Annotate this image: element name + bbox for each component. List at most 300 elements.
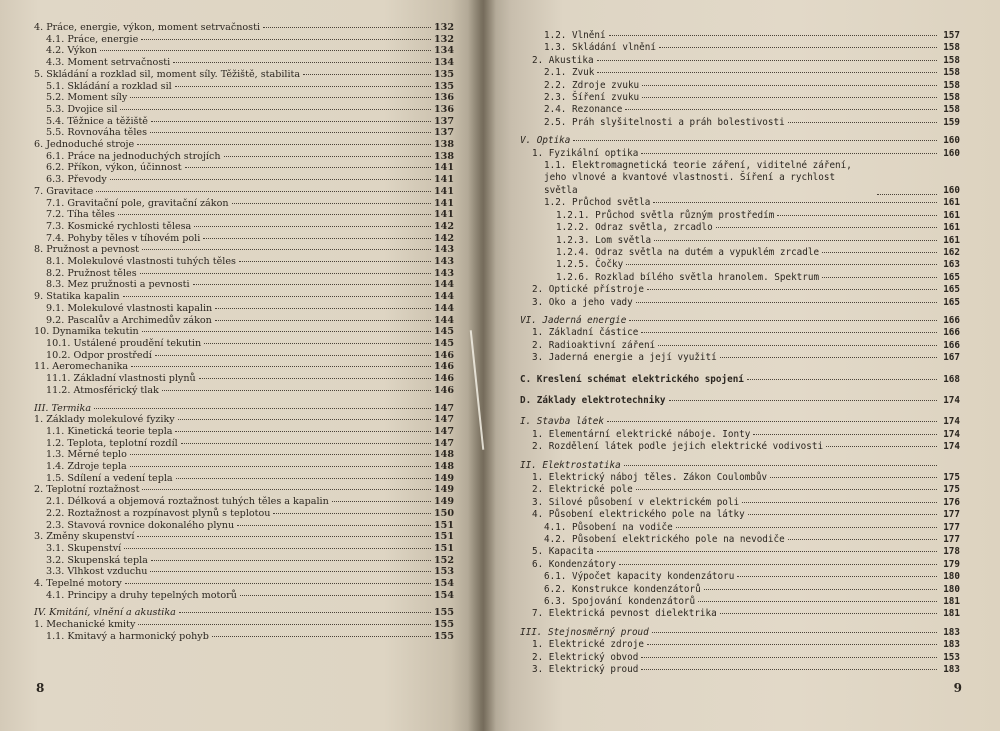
toc-dot-leader — [110, 178, 431, 180]
toc-dot-leader — [100, 49, 431, 51]
toc-dot-leader — [720, 612, 937, 614]
toc-entry-page: 163 — [943, 259, 960, 271]
toc-entry-title: 1. Fyzikální optika — [532, 147, 639, 159]
toc-dot-leader — [652, 631, 937, 633]
toc-entry — [34, 104, 454, 116]
toc-dot-leader — [641, 152, 937, 154]
toc-entry — [34, 361, 454, 373]
toc-entry-page: 144 — [433, 291, 454, 303]
toc-entry-page: 174 — [943, 428, 960, 440]
toc-section-heading — [520, 460, 960, 472]
toc-entry-title: D. Základy elektrotechniky — [520, 394, 666, 406]
toc-entry — [520, 546, 960, 558]
toc-entry — [520, 148, 960, 160]
toc-entry-title: 1.2. Průchod světla — [544, 197, 651, 209]
toc-entry-title: 2.3. Stavová rovnice dokonalého plynu — [46, 519, 235, 531]
toc-entry-title: 1.2.3. Lom světla — [556, 234, 652, 246]
toc-dot-leader — [176, 477, 431, 479]
toc-entry-title: 6.2. Konstrukce kondenzátorů — [544, 583, 701, 595]
toc-entry-page: 134 — [433, 45, 454, 57]
toc-entry-page: 142 — [433, 220, 454, 232]
toc-entry-title: 5.3. Dvojice sil — [46, 103, 118, 115]
toc-entry — [34, 233, 454, 245]
toc-entry — [34, 449, 454, 461]
toc-entry-title: 3. Oko a jeho vady — [532, 296, 633, 308]
right-page — [480, 0, 1000, 731]
toc-entry-page: 150 — [433, 507, 454, 519]
toc-entry-page: 178 — [943, 546, 960, 558]
toc-entry-page: 181 — [943, 608, 960, 620]
toc-entry-page: 141 — [433, 209, 454, 221]
toc-entry — [34, 531, 454, 543]
toc-entry — [34, 426, 454, 438]
toc-entry — [520, 30, 960, 42]
toc-entry-title: 3. Změny skupenství — [34, 531, 135, 543]
toc-entry-title: 5.4. Těžnice a těžiště — [46, 115, 148, 127]
toc-entry-title: 1.1. Elektromagnetická teorie záření, viditelné záření, jeho vlnové a kvantové vlastnosti. Šíření a rychlost světla — [544, 160, 852, 196]
toc-entry — [34, 631, 454, 643]
toc-entry — [520, 235, 960, 247]
toc-dot-leader — [770, 476, 937, 478]
toc-entry-page: 174 — [943, 416, 960, 428]
toc-entry-page: 141 — [433, 162, 454, 174]
toc-entry — [520, 197, 960, 209]
toc-entry-page: 147 — [433, 437, 454, 449]
toc-entry-title: 6.1. Práce na jednoduchých strojích — [46, 150, 221, 162]
toc-entry-page: 145 — [433, 337, 454, 349]
toc-entry — [34, 438, 454, 450]
toc-entry-page: 142 — [433, 232, 454, 244]
toc-dot-leader — [641, 668, 937, 670]
toc-entry — [34, 127, 454, 139]
toc-entry-title: 6.3. Spojování kondenzátorů — [544, 596, 696, 608]
toc-entry-page: 183 — [943, 664, 960, 676]
toc-entry-title: IV. Kmitání, vlnění a akustika — [34, 607, 176, 619]
toc-dot-leader — [140, 272, 431, 274]
toc-dot-leader — [193, 283, 431, 285]
toc-entry — [34, 566, 454, 578]
toc-dot-leader — [162, 389, 431, 391]
toc-entry-title: 7. Gravitace — [34, 185, 94, 197]
toc-entry-title: 2.2. Roztažnost a rozpínavost plynů s teplotou — [46, 507, 271, 519]
toc-entry-title: 1.3. Skládání vlnění — [544, 42, 656, 54]
toc-dot-leader — [777, 214, 937, 216]
toc-entry-title: 7. Elektrická pevnost dielektrika — [532, 608, 717, 620]
toc-dot-leader — [212, 635, 431, 637]
toc-entry-title: 4.2. Působení elektrického pole na nevodiče — [544, 534, 785, 546]
toc-entry-title: 2. Akustika — [532, 54, 594, 66]
toc-entry-title: 4.2. Výkon — [46, 45, 98, 57]
toc-entry-title: 2.2. Zdroje zvuku — [544, 79, 640, 91]
toc-entry-page: 138 — [433, 139, 454, 151]
toc-entry-page: 144 — [433, 302, 454, 314]
toc-dot-leader — [130, 96, 431, 98]
toc-dot-leader — [204, 342, 431, 344]
toc-entry-page: 143 — [433, 256, 454, 268]
toc-entry-title: 9.2. Pascalův a Archimedův zákon — [46, 314, 212, 326]
toc-entry — [520, 484, 960, 496]
toc-dot-leader — [597, 59, 937, 61]
toc-entry — [34, 578, 454, 590]
toc-dot-leader — [573, 139, 937, 141]
toc-entry-title: 2. Rozdělení látek podle jejich elektrické vodivosti — [532, 441, 824, 453]
toc-entry-page: 152 — [433, 554, 454, 566]
toc-entry-title: 1. Základy molekulové fyziky — [34, 414, 175, 426]
toc-entry-title: 4.3. Moment setrvačnosti — [46, 57, 171, 69]
toc-entry — [34, 543, 454, 555]
toc-entry — [34, 590, 454, 602]
toc-entry — [520, 92, 960, 104]
toc-dot-leader — [130, 453, 431, 455]
toc-entry-title: 1.2.1. Průchod světla různým prostředím — [556, 209, 775, 221]
toc-entry-page: 161 — [943, 234, 960, 246]
toc-entry-page: 135 — [433, 68, 454, 80]
toc-entry-title: 8.3. Mez pružnosti a pevnosti — [46, 279, 190, 291]
toc-dot-leader — [142, 488, 431, 490]
toc-entry-page: 180 — [943, 583, 960, 595]
toc-entry — [34, 209, 454, 221]
toc-entry — [34, 116, 454, 128]
toc-entry-title: 2. Radioaktivní záření — [532, 339, 656, 351]
toc-entry-title: III. Termika — [34, 402, 92, 414]
toc-dot-leader — [173, 61, 431, 63]
toc-entry-page: 144 — [433, 314, 454, 326]
toc-dot-leader — [597, 71, 937, 73]
toc-entry — [34, 221, 454, 233]
toc-entry-title: 2. Elektrický obvod — [532, 651, 639, 663]
toc-entry-title: 2.4. Rezonance — [544, 104, 623, 116]
toc-entry — [520, 639, 960, 651]
toc-dot-leader — [179, 611, 431, 613]
toc-dot-leader — [240, 594, 431, 596]
toc-entry-page: 158 — [943, 79, 960, 91]
toc-entry — [520, 522, 960, 534]
toc-entry-title: 5.5. Rovnováha těles — [46, 127, 148, 139]
toc-entry-page: 146 — [433, 349, 454, 361]
toc-entry — [34, 34, 454, 46]
toc-entry-title: 6.1. Výpočet kapacity kondenzátoru — [544, 571, 735, 583]
toc-entry — [34, 198, 454, 210]
toc-dot-leader — [826, 445, 937, 447]
toc-entry-page: 154 — [433, 589, 454, 601]
toc-entry-title: I. Stavba látek — [520, 416, 604, 428]
toc-entry-title: VI. Jaderná energie — [520, 314, 627, 326]
toc-entry-page: 136 — [433, 103, 454, 115]
toc-entry-title: 11. Aeromechanika — [34, 361, 129, 373]
toc-entry-page: 183 — [943, 639, 960, 651]
toc-entry — [34, 256, 454, 268]
toc-dot-leader — [175, 85, 431, 87]
toc-entry-title: 2.1. Délková a objemová roztažnost tuhých těles a kapalin — [46, 496, 329, 508]
toc-entry-page: 148 — [433, 461, 454, 473]
toc-dot-leader — [215, 319, 431, 321]
toc-entry-page: 166 — [943, 314, 960, 326]
toc-entry-page: 181 — [943, 596, 960, 608]
toc-entry-page: 158 — [943, 54, 960, 66]
toc-entry-page: 158 — [943, 104, 960, 116]
toc-dot-leader — [131, 365, 431, 367]
toc-entry-page: 158 — [943, 92, 960, 104]
toc-dot-leader — [150, 570, 430, 572]
toc-entry-page: 157 — [943, 30, 960, 41]
toc-entry-page: 165 — [943, 296, 960, 308]
toc-entry-title: C. Kreslení schémat elektrického spojení — [520, 373, 744, 385]
toc-dot-leader — [232, 202, 431, 204]
toc-entry — [520, 429, 960, 441]
toc-dot-leader — [654, 239, 937, 241]
toc-entry-title: 8. Pružnost a pevnost — [34, 244, 140, 256]
toc-dot-leader — [636, 488, 937, 490]
toc-entry-title: 2.5. Práh slyšitelnosti a práh bolestivosti — [544, 116, 785, 128]
toc-entry-page: 155 — [433, 630, 454, 642]
toc-entry — [520, 509, 960, 521]
toc-entry-title: 1.1. Kmitavý a harmonický pohyb — [46, 630, 209, 642]
toc-dot-leader — [647, 288, 937, 290]
toc-entry — [34, 45, 454, 57]
toc-entry — [520, 584, 960, 596]
toc-dot-leader — [625, 108, 937, 110]
toc-dot-leader — [669, 399, 937, 401]
toc-entry — [520, 472, 960, 484]
toc-entry — [520, 559, 960, 571]
toc-entry-title: 2.1. Zvuk — [544, 67, 595, 79]
toc-entry — [34, 22, 454, 34]
toc-entry-page: 135 — [433, 80, 454, 92]
toc-entry-page: 141 — [433, 185, 454, 197]
toc-entry-page: 148 — [433, 449, 454, 461]
toc-entry-page: 149 — [433, 484, 454, 496]
toc-entry-title: II. Elektrostatika — [520, 459, 621, 471]
toc-dot-leader — [624, 464, 937, 466]
toc-dot-leader — [194, 225, 431, 227]
toc-entry-title: 1. Základní částice — [532, 327, 639, 339]
toc-entry — [34, 69, 454, 81]
toc-entry — [34, 92, 454, 104]
toc-dot-leader — [118, 213, 431, 215]
toc-entry — [520, 42, 960, 54]
toc-entry-title: 8.1. Molekulové vlastnosti tuhých těles — [46, 256, 236, 268]
toc-entry-title: 4.1. Principy a druhy tepelných motorů — [46, 589, 237, 601]
left-page — [0, 0, 480, 731]
toc-entry — [34, 461, 454, 473]
toc-dot-leader — [626, 263, 937, 265]
toc-section-heading — [520, 627, 960, 639]
toc-entry — [34, 186, 454, 198]
toc-entry — [34, 326, 454, 338]
toc-entry-title: 4. Působení elektrického pole na látky — [532, 509, 745, 521]
toc-entry-page: 137 — [433, 115, 454, 127]
toc-entry — [34, 315, 454, 327]
toc-section-heading — [34, 607, 454, 619]
toc-entry-title: 1.2. Teplota, teplotní rozdíl — [46, 437, 178, 449]
toc-dot-leader — [641, 656, 937, 658]
toc-entry — [520, 608, 960, 620]
toc-entry-page: 168 — [943, 373, 960, 385]
toc-entry — [34, 473, 454, 485]
toc-dot-leader — [175, 430, 430, 432]
toc-dot-leader — [822, 276, 937, 278]
toc-spacer — [520, 407, 960, 416]
toc-dot-leader — [215, 307, 431, 309]
toc-entry-page: 143 — [433, 244, 454, 256]
toc-dot-leader — [150, 131, 431, 133]
toc-dot-leader — [199, 377, 431, 379]
toc-entry-title: 7.3. Kosmické rychlosti tělesa — [46, 220, 192, 232]
toc-entry — [520, 160, 960, 197]
toc-dot-leader — [619, 563, 937, 565]
toc-dot-leader — [124, 547, 431, 549]
toc-dot-leader — [303, 73, 431, 75]
toc-dot-leader — [742, 501, 937, 503]
toc-entry-page: 141 — [433, 174, 454, 186]
toc-entry — [34, 373, 454, 385]
toc-entry — [520, 259, 960, 271]
toc-entry — [34, 520, 454, 532]
toc-entry-title: 2. Optické přístroje — [532, 284, 644, 296]
toc-entry-title: 11.1. Základní vlastnosti plynů — [46, 373, 196, 385]
toc-entry — [34, 279, 454, 291]
toc-entry-title: 1.4. Zdroje tepla — [46, 461, 127, 473]
toc-dot-leader — [788, 121, 937, 123]
toc-entry — [34, 496, 454, 508]
toc-entry — [520, 374, 960, 386]
toc-entry-page: 147 — [433, 425, 454, 437]
toc-entry-title: 2. Elektrické pole — [532, 484, 633, 496]
toc-entry-title: 5.2. Moment síly — [46, 92, 128, 104]
toc-entry-page: 177 — [943, 509, 960, 521]
toc-entry-page: 179 — [943, 558, 960, 570]
toc-entry-page: 137 — [433, 127, 454, 139]
toc-entry-page: 154 — [433, 578, 454, 590]
toc-entry-page: 145 — [433, 326, 454, 338]
toc-entry-page: 141 — [433, 197, 454, 209]
toc-dot-leader — [142, 330, 431, 332]
toc-dot-leader — [658, 344, 937, 346]
toc-dot-leader — [263, 26, 431, 28]
toc-entry-title: 1. Elektrické zdroje — [532, 639, 644, 651]
toc-dot-leader — [636, 301, 937, 303]
toc-dot-leader — [748, 513, 937, 515]
toc-entry — [520, 284, 960, 296]
toc-entry-title: III. Stejnosměrný proud — [520, 626, 649, 638]
toc-entry-page: 144 — [433, 279, 454, 291]
toc-dot-leader — [130, 465, 431, 467]
toc-dot-leader — [609, 34, 937, 36]
toc-dot-leader — [120, 108, 431, 110]
toc-entry-page: 162 — [943, 246, 960, 258]
toc-dot-leader — [138, 623, 431, 625]
toc-entry-title: 4.1. Práce, energie — [46, 33, 139, 45]
toc-entry — [34, 414, 454, 426]
toc-entry — [520, 272, 960, 284]
toc-entry — [520, 222, 960, 234]
toc-entry — [34, 57, 454, 69]
toc-section-heading — [520, 416, 960, 428]
toc-entry-title: 1.2. Vlnění — [544, 30, 606, 41]
toc-entry-title: 6. Kondenzátory — [532, 558, 616, 570]
toc-section-heading — [34, 403, 454, 415]
toc-entry-title: 4.1. Působení na vodiče — [544, 521, 673, 533]
toc-dot-leader — [698, 600, 937, 602]
toc-entry-title: 6.2. Příkon, výkon, účinnost — [46, 162, 182, 174]
toc-entry-title: 2.3. Šíření zvuku — [544, 92, 640, 104]
toc-dot-leader — [659, 46, 937, 48]
left-toc — [34, 22, 454, 643]
toc-dot-leader — [737, 575, 937, 577]
toc-entry-title: 4. Tepelné motory — [34, 578, 122, 590]
toc-dot-leader — [704, 588, 937, 590]
toc-entry-title: 10. Dynamika tekutin — [34, 326, 139, 338]
right-toc — [520, 30, 960, 677]
toc-entry — [34, 268, 454, 280]
toc-dot-leader — [597, 550, 937, 552]
toc-dot-leader — [273, 512, 430, 514]
toc-entry-page: 146 — [433, 361, 454, 373]
toc-section-heading — [520, 135, 960, 147]
toc-spacer — [520, 386, 960, 395]
toc-entry — [34, 151, 454, 163]
toc-entry-title: 1.2.5. Čočky — [556, 259, 624, 271]
toc-dot-leader — [720, 356, 937, 358]
toc-entry — [520, 664, 960, 676]
toc-entry-page: 176 — [943, 496, 960, 508]
toc-entry — [520, 497, 960, 509]
toc-entry-title: 7.2. Tíha těles — [46, 209, 115, 221]
toc-entry-page: 151 — [433, 542, 454, 554]
toc-dot-leader — [788, 538, 937, 540]
toc-entry — [34, 81, 454, 93]
toc-entry-page: 177 — [943, 521, 960, 533]
toc-entry-title: 1. Elementární elektrické náboje. Ionty — [532, 428, 751, 440]
toc-entry — [34, 174, 454, 186]
toc-entry-page: 183 — [943, 626, 960, 638]
toc-entry-page: 147 — [433, 402, 454, 414]
toc-entry-title: 5. Skládání a rozklad sil, moment síly. Těžiště, stabilita — [34, 68, 301, 80]
toc-entry-title: 10.2. Odpor prostředí — [46, 349, 152, 361]
toc-entry — [520, 352, 960, 364]
toc-dot-leader — [877, 193, 937, 195]
toc-entry — [34, 619, 454, 631]
toc-entry-title: 8.2. Pružnost těles — [46, 267, 137, 279]
toc-entry — [34, 291, 454, 303]
toc-dot-leader — [642, 96, 937, 98]
toc-entry-page: 167 — [943, 352, 960, 364]
toc-entry-title: V. Optika — [520, 135, 571, 147]
toc-entry-page: 147 — [433, 414, 454, 426]
toc-entry-page: 146 — [433, 384, 454, 396]
toc-dot-leader — [151, 120, 431, 122]
toc-entry-page: 161 — [943, 222, 960, 234]
toc-dot-leader — [237, 524, 431, 526]
toc-entry-page: 166 — [943, 327, 960, 339]
toc-entry — [520, 104, 960, 116]
toc-entry-title: 4. Práce, energie, výkon, moment setrvačnosti — [34, 22, 261, 33]
toc-dot-leader — [332, 500, 431, 502]
toc-entry-page: 174 — [943, 394, 960, 406]
toc-entry-page: 146 — [433, 373, 454, 385]
toc-entry — [34, 555, 454, 567]
toc-entry-page: 151 — [433, 531, 454, 543]
toc-entry — [34, 350, 454, 362]
toc-entry — [34, 508, 454, 520]
toc-dot-leader — [822, 251, 937, 253]
toc-entry-page: 175 — [943, 484, 960, 496]
toc-dot-leader — [181, 442, 431, 444]
toc-dot-leader — [647, 643, 937, 645]
toc-entry-title: 5. Kapacita — [532, 546, 594, 558]
toc-entry-page: 165 — [943, 284, 960, 296]
toc-entry-page: 143 — [433, 267, 454, 279]
